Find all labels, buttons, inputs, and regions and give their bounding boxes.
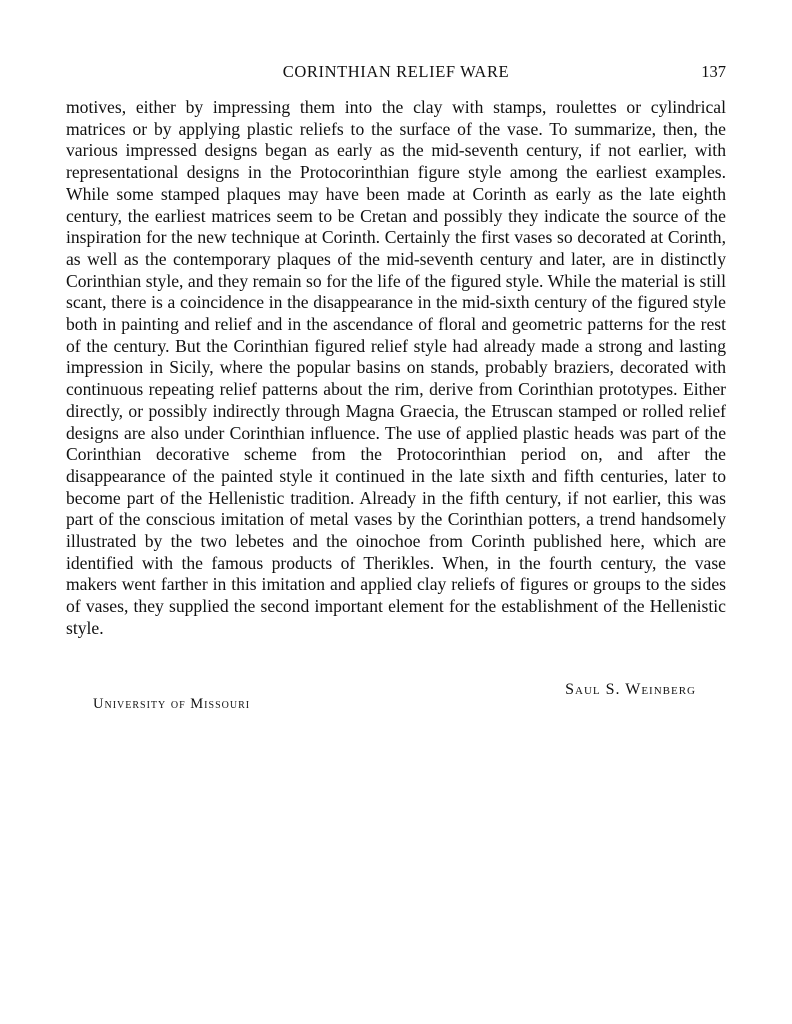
body-paragraph: motives, either by impressing them into the clay with stamps, roulettes or cylindrical matrices or by applying plastic reliefs to the surface of the vase. To summarize, then, the various impressed designs began as early as the mid-seventh century, if not earlier, with representational designs in the Protocorinthian figure style among the earliest examples. While some stamped plaques may have been made at Corinth as early as the late eighth century, the earliest matrices seem to be Cretan and possibly they indicate the source of the inspiration for the new technique at Corinth. Certainly the first vases so decorated at Corinth, as well as the contemporary plaques of the mid-seventh century and later, are in distinctly Corinthian style, and they remain so for the life of the figured style. While the material is still scant, there is a coincidence in the disappearance in the mid-sixth century of the figured style both in painting and relief and in the ascendance of floral and geometric patterns for the rest of the century. But the Corinthian figured relief style had already made a strong and lasting impression in Sicily, where the popular basins on stands, probably braziers, decorated with continuous repeating relief patterns about the rim, derive from Corinthian prototypes. Either directly, or possibly indirectly through Magna Graecia, the Etruscan stamped or rolled relief designs are also under Corinthian influence. The use of applied plastic heads was part of the Corinthian decorative scheme from the Protocorinthian period on, and after the disappearance of the painted style it continued in the late sixth and fifth centuries, later to become part of the Hellenistic tradition. Already in the fifth century, if not earlier, this was part of the conscious imitation of metal vases by the Corinthian potters, a trend handsomely illustrated by the two lebetes and the oinochoe from Corinth published here, which are identified with the famous products of Therikles. When, in the fourth century, the vase makers went farther in this imitation and applied clay reliefs of figures or groups to the sides of vases, they supplied the second important element for the establishment of the Hellenistic style. xyxy=(66,97,726,638)
running-title: CORINTHIAN RELIEF WARE xyxy=(282,62,510,81)
running-head xyxy=(66,62,726,84)
author-affiliation: University of Missouri xyxy=(93,696,251,712)
author-name: Saul S. Weinberg xyxy=(565,681,696,698)
page-number: 137 xyxy=(701,62,726,81)
